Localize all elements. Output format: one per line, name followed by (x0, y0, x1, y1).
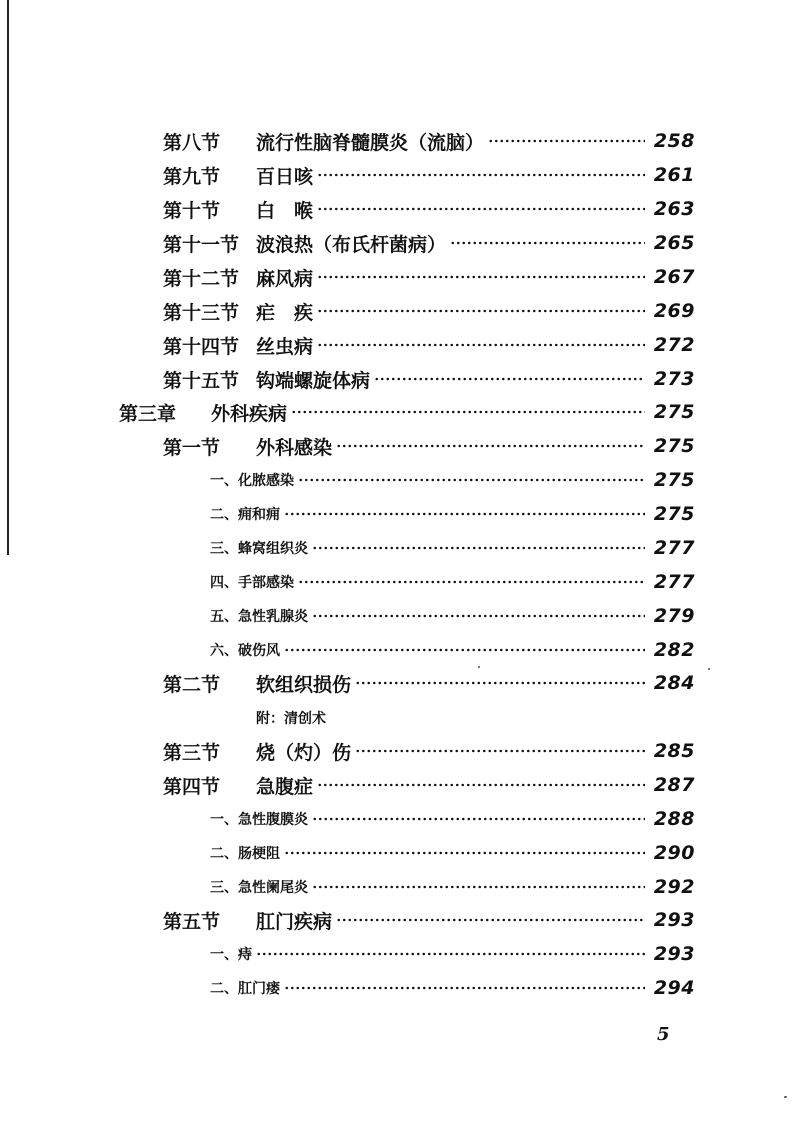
toc-entry-title: 二、肛门瘘 (210, 981, 280, 997)
toc-entry-title: 流行性脑脊髓膜炎（流脑） (256, 131, 485, 154)
dot-leader (312, 614, 645, 618)
toc-section (163, 296, 695, 326)
dot-leader (284, 648, 645, 652)
toc-page-number: 292 (653, 876, 695, 898)
toc-entry-label: 第二节 (163, 673, 221, 696)
toc-page-number: 293 (653, 943, 695, 965)
toc-page-number: 272 (653, 334, 695, 356)
toc-page-number: 269 (653, 300, 695, 322)
dot-leader (450, 241, 645, 245)
toc-entry-title: 麻风病 (256, 267, 314, 290)
toc-page-number: 275 (653, 503, 695, 525)
toc-entry-label: 第十节 (163, 199, 221, 222)
toc-entry-label: 第四节 (163, 775, 221, 798)
toc-entry-title: 附：清创术 (256, 711, 326, 727)
toc-section (163, 431, 695, 461)
toc-section (163, 262, 695, 292)
toc-subentry (210, 601, 695, 631)
toc-page-number: 293 (653, 909, 695, 931)
dot-leader (312, 817, 645, 821)
toc-entry-label: 第八节 (163, 131, 221, 154)
toc-subentry (210, 838, 695, 868)
dot-leader (298, 580, 645, 584)
dot-leader (355, 681, 645, 685)
toc-entry-title: 外科感染 (256, 436, 333, 459)
dot-leader (336, 918, 645, 922)
toc-page-number: 287 (653, 774, 695, 796)
toc-page-number: 273 (653, 368, 695, 390)
dot-leader (298, 478, 645, 482)
dot-leader (256, 952, 645, 956)
toc-page-number: 277 (653, 571, 695, 593)
toc-page-number: 275 (653, 435, 695, 457)
toc-page-number: 277 (653, 537, 695, 559)
toc-page-number: 285 (653, 740, 695, 762)
toc-entry-title: 二、肠梗阻 (210, 846, 280, 862)
toc-page-number: 258 (653, 130, 695, 152)
toc-section (163, 194, 695, 224)
toc-entry-title: 波浪热（布氏杆菌病） (256, 233, 447, 256)
toc-page-number: 263 (653, 198, 695, 220)
dot-leader (317, 309, 645, 313)
toc-entry-label: 第三节 (163, 741, 221, 764)
toc-section (163, 668, 695, 698)
dot-leader (317, 343, 645, 347)
toc-chapter (119, 397, 695, 427)
page-number: 5 (657, 1024, 670, 1045)
toc-page-number: 265 (653, 232, 695, 254)
dot-leader (374, 377, 645, 381)
toc-page-number: 282 (653, 639, 695, 661)
toc-entry-label: 第十二节 (163, 267, 240, 290)
toc-subentry (210, 872, 695, 902)
toc-page-number: 275 (653, 401, 695, 423)
dot-leader (317, 275, 645, 279)
toc-section (163, 736, 695, 766)
toc-entry-title: 一、化脓感染 (210, 473, 294, 489)
dot-leader (312, 885, 645, 889)
dot-leader (317, 207, 645, 211)
scan-speck (784, 1096, 787, 1098)
toc-entry-title: 一、急性腹膜炎 (210, 812, 308, 828)
toc-entry-title: 五、急性乳腺炎 (210, 609, 308, 625)
dot-leader (312, 546, 645, 550)
toc-page-number: 290 (653, 842, 695, 864)
toc-entry-title: 丝虫病 (256, 335, 314, 358)
toc-subentry (210, 499, 695, 529)
toc-entry-title: 四、手部感染 (210, 575, 294, 591)
toc-section (163, 770, 695, 800)
toc-entry-label: 第三章 (119, 402, 177, 425)
dot-leader (336, 444, 645, 448)
toc-subentry (210, 567, 695, 597)
toc-section (163, 330, 695, 360)
toc-page-number: 261 (653, 164, 695, 186)
toc-entry-title: 疟 疾 (256, 301, 314, 324)
toc-subentry (210, 973, 695, 1003)
toc-page-number: 275 (653, 469, 695, 491)
toc-entry-label: 第一节 (163, 436, 221, 459)
toc-subentry (210, 635, 695, 665)
scan-speck (478, 666, 480, 668)
toc-entry-label: 第五节 (163, 910, 221, 933)
toc-entry-title: 六、破伤风 (210, 643, 280, 659)
toc-entry-title: 三、蜂窝组织炎 (210, 541, 308, 557)
dot-leader (291, 410, 645, 414)
toc-entry-title: 三、急性阑尾炎 (210, 880, 308, 896)
dot-leader (488, 139, 645, 143)
scan-speck (708, 668, 710, 670)
dot-leader (317, 173, 645, 177)
dot-leader (284, 986, 645, 990)
toc-page-number: 267 (653, 266, 695, 288)
toc-entry-label: 第十一节 (163, 233, 240, 256)
toc-page-number: 288 (653, 808, 695, 830)
toc-entry-label: 第十四节 (163, 335, 240, 358)
toc-entry-title: 外科疾病 (211, 402, 288, 425)
toc-section (163, 364, 695, 394)
toc-subentry (210, 465, 695, 495)
toc-section (163, 126, 695, 156)
toc-page-number: 284 (653, 672, 695, 694)
toc-entry-title: 白 喉 (256, 199, 314, 222)
toc-entry-title: 烧（灼）伤 (256, 741, 352, 764)
toc-subentry (210, 533, 695, 563)
dot-leader (317, 783, 645, 787)
toc-entry-title: 二、痈和痈 (210, 507, 280, 523)
toc-entry-label: 第十三节 (163, 301, 240, 324)
toc-entry-title: 钩端螺旋体病 (256, 369, 371, 392)
toc-section (163, 160, 695, 190)
toc-section (163, 905, 695, 935)
toc-entry-title: 一、痔 (210, 947, 252, 963)
toc-section (163, 228, 695, 258)
dot-leader (284, 512, 645, 516)
toc-entry-title: 急腹症 (256, 775, 314, 798)
toc-entry-label: 第九节 (163, 165, 221, 188)
dot-leader (284, 851, 645, 855)
dot-leader (355, 749, 645, 753)
toc-page-number: 294 (653, 977, 695, 999)
toc-entry-title: 百日咳 (256, 165, 314, 188)
toc-subentry (210, 939, 695, 969)
toc-note (256, 703, 326, 733)
toc-entry-title: 肛门疾病 (256, 910, 333, 933)
toc-entry-title: 软组织损伤 (256, 673, 352, 696)
toc-page-number: 279 (653, 605, 695, 627)
toc-entry-label: 第十五节 (163, 369, 240, 392)
toc-subentry (210, 804, 695, 834)
